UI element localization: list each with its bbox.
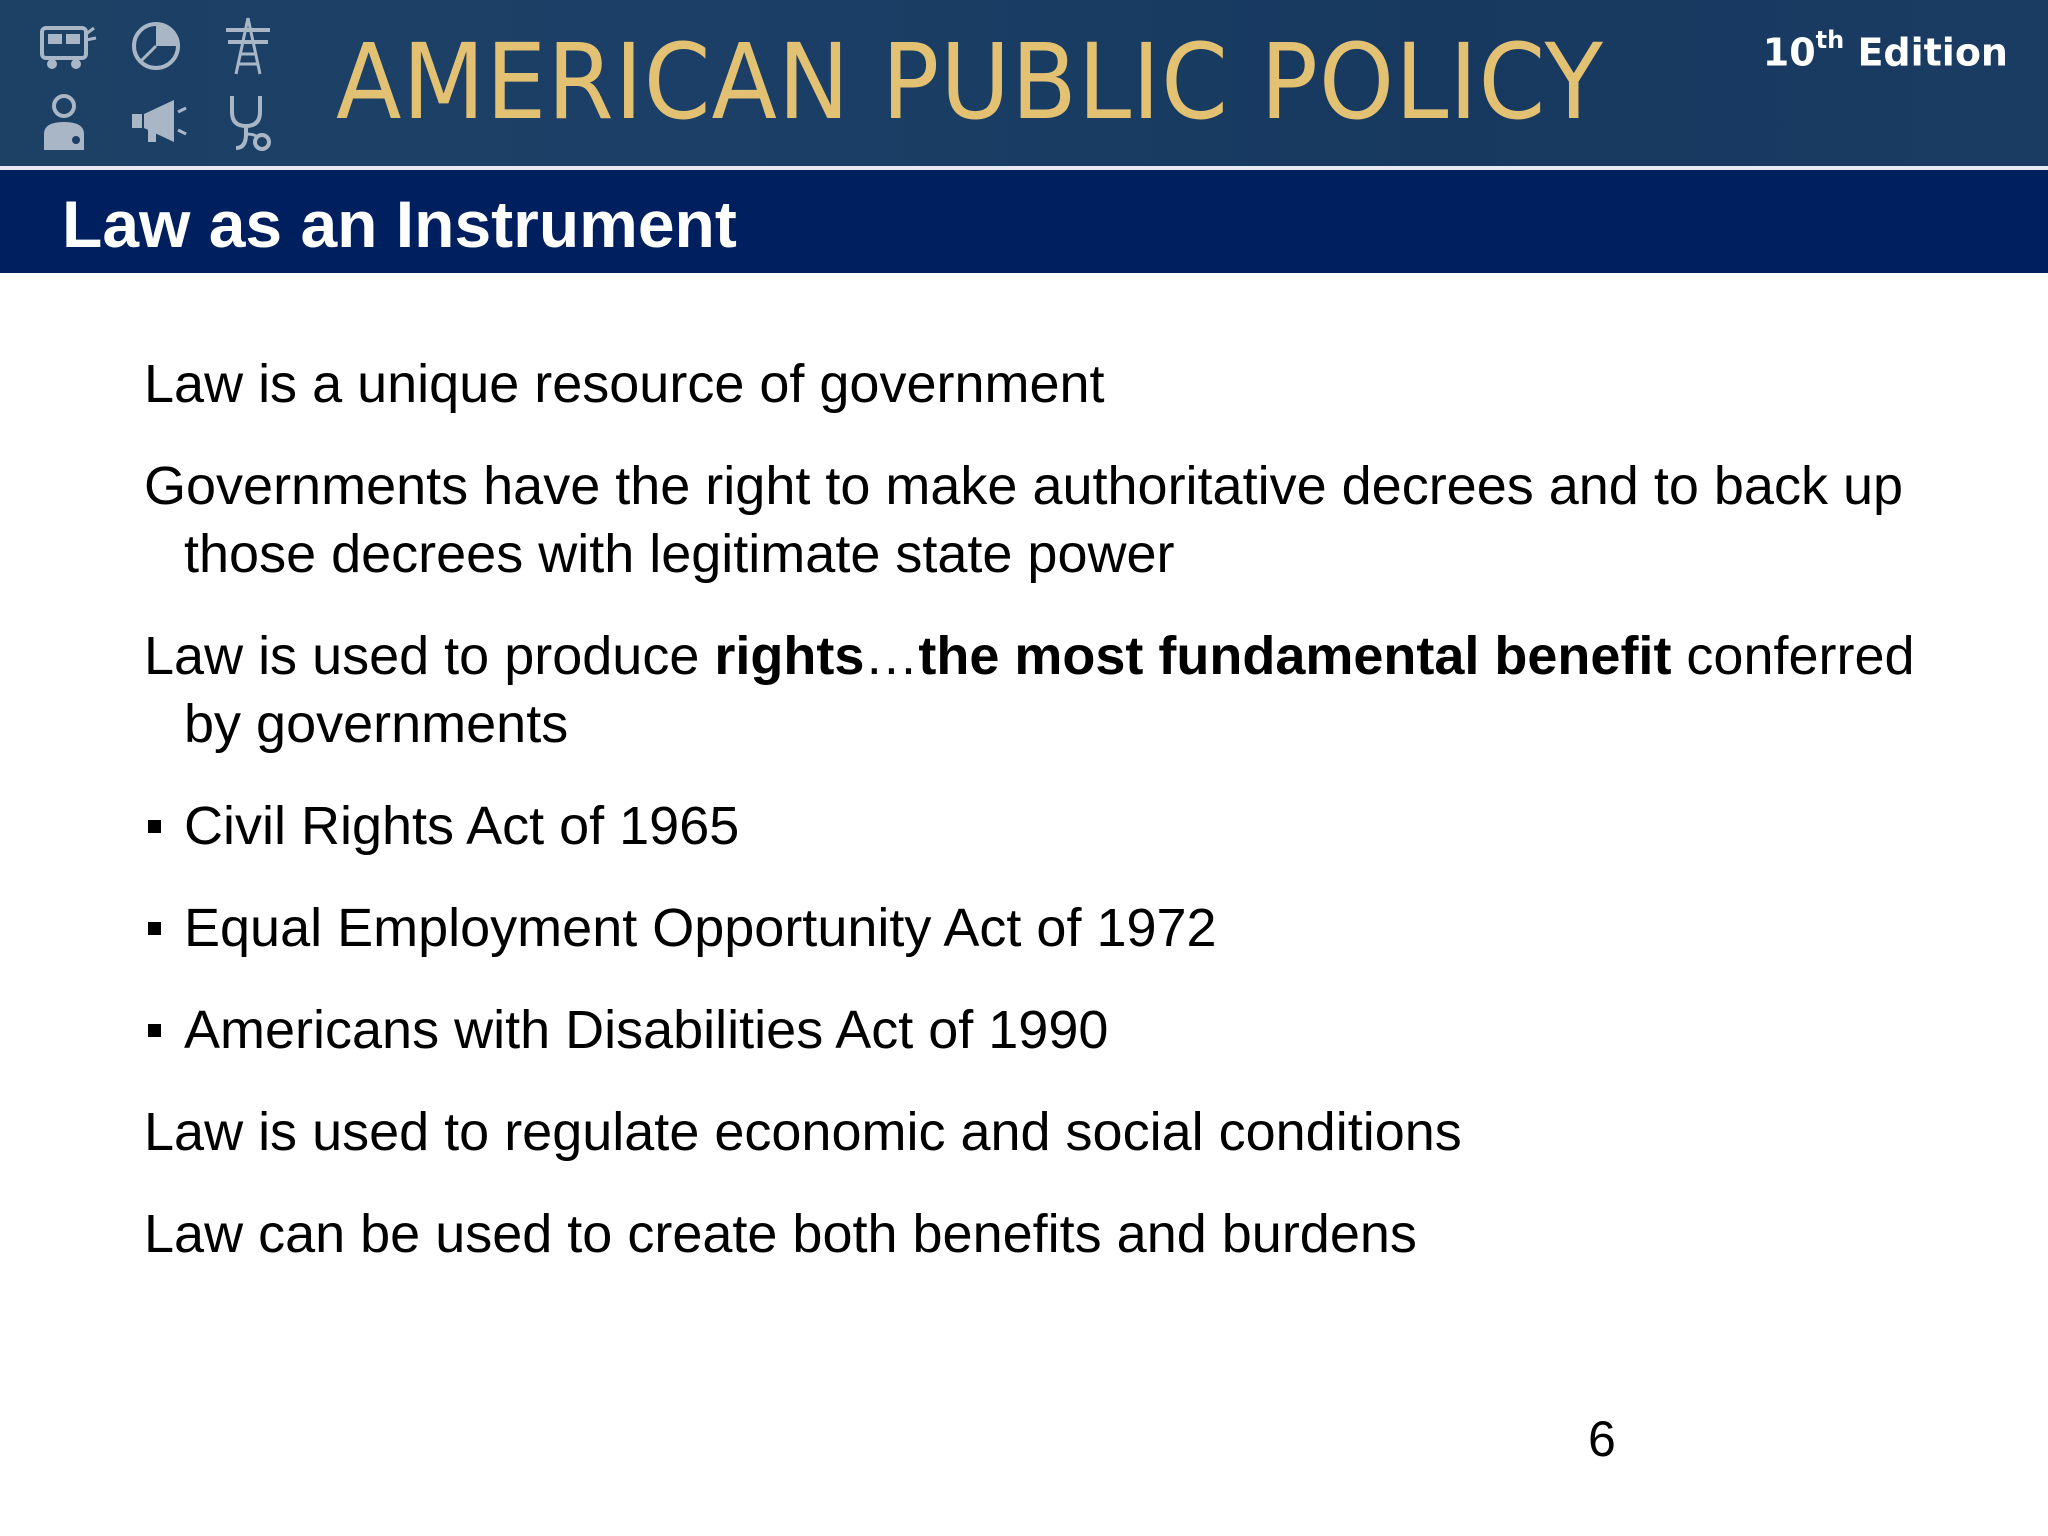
rights-text-prefix: Law is used to produce — [144, 626, 715, 686]
edition-word: Edition — [1857, 30, 2008, 75]
square-bullet-icon — [148, 1024, 161, 1037]
list-item — [144, 792, 1944, 860]
pie-chart-icon — [126, 14, 190, 78]
power-tower-icon — [216, 14, 280, 78]
edition-suffix: th — [1815, 26, 1845, 54]
paragraph-authoritative-decrees: Governments have the right to make authoritative decrees and to back up those decrees with legitimate state power — [144, 456, 1904, 584]
rights-ellipsis: … — [864, 626, 919, 686]
stethoscope-icon — [216, 90, 280, 154]
rights-text-suffix: conferred by governments — [184, 626, 1915, 754]
title-bar — [0, 170, 2048, 273]
edition-number: 10 — [1762, 30, 1816, 75]
list-item — [144, 894, 1944, 962]
square-bullet-icon — [148, 922, 161, 935]
list-item-text: Civil Rights Act of 1965 — [184, 796, 740, 856]
list-item-text: Equal Employment Opportunity Act of 1972 — [184, 898, 1217, 958]
page-number: 6 — [1588, 1411, 1616, 1467]
paragraph-rights — [144, 622, 1944, 758]
paragraph-law-unique-resource: Law is a unique resource of government — [144, 354, 1105, 414]
book-banner — [0, 0, 2048, 166]
book-title: AMERICAN PUBLIC POLICY — [336, 21, 1604, 143]
transit-train-icon — [36, 14, 100, 78]
paragraph-regulate-conditions: Law is used to regulate economic and social conditions — [144, 1102, 1462, 1162]
slide-title: Law as an Instrument — [62, 187, 737, 261]
edition-label — [1762, 26, 2008, 75]
policy-icon-grid — [36, 14, 286, 154]
square-bullet-icon — [148, 820, 161, 833]
rights-bold-phrase: the most fundamental benefit — [918, 626, 1672, 686]
megaphone-icon — [126, 90, 190, 154]
doctor-icon — [36, 90, 100, 154]
rights-bold-term: rights — [714, 626, 865, 686]
list-item — [144, 996, 1944, 1064]
slide-body — [144, 350, 1944, 1302]
paragraph-benefits-burdens: Law can be used to create both benefits and burdens — [144, 1204, 1417, 1264]
list-item-text: Americans with Disabilities Act of 1990 — [184, 1000, 1109, 1060]
